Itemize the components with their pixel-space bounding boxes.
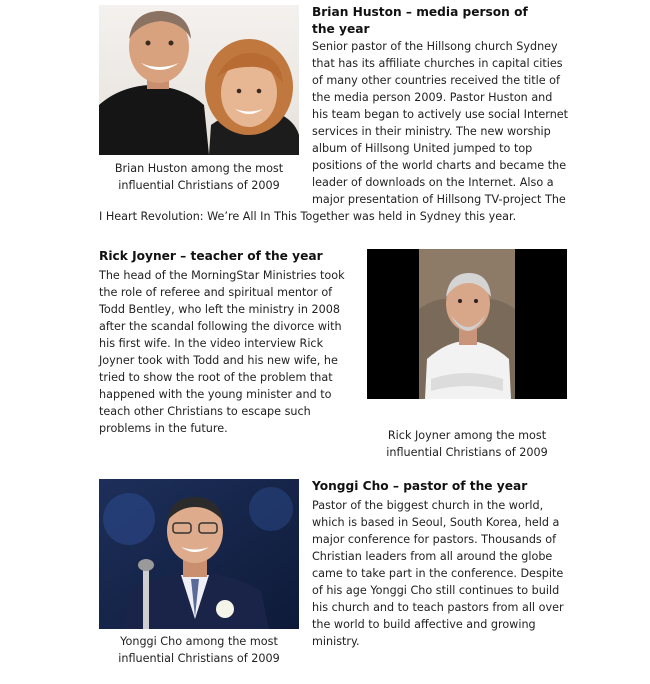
entry-title: Yonggi Cho – pastor of the year [312, 479, 528, 493]
yonggi-cho-caption: Yonggi Cho among the most influential Christians of 2009 [118, 635, 280, 665]
yonggi-cho-photo [99, 479, 299, 629]
rick-joyner-body-wrap [99, 267, 351, 437]
brian-huston-title [312, 4, 546, 38]
entry-title: Brian Huston – media person of the year [312, 5, 528, 36]
yonggi-cho-body: Pastor of the biggest church in the world, which is based in Seoul, South Korea, held a major conference for pastors. Thousands of Christian leaders from all around the globe came to take part in the conference. Despite of his age Yonggi Cho still continues to build his church and to teach pastors from all over the world to build affective and growing ministry. [312, 499, 564, 648]
rick-joyner-photo [367, 249, 567, 399]
brian-huston-body-wrap [99, 38, 571, 225]
yonggi-cho-title [312, 478, 552, 495]
rick-joyner-body: The head of the MorningStar Ministries took the role of referee and spiritual mentor of Todd Bentley, who left the ministry in 2008 after the scandal following the divorce with his first wife. In the video interview Rick Joyner took with Todd and his new wife, he tried to show the root of the problem that happened with the young minister and to teach other Christians to escape such problems in the future. [99, 269, 345, 435]
brian-huston-caption: Brian Huston among the most influential Christians of 2009 [114, 162, 284, 192]
brian-huston-body: Senior pastor of the Hillsong church Sydney that has its affiliate churches in capital cities of many other countries received the title of the media person 2009. Pastor Huston and his team began to actively use social Internet services in their ministry. The new worship album of Hillsong United jumped to top positions of the world charts and became the leader of downloads on the Internet. Also a major presentation of Hillsong TV-project The I Heart Revolution: We’re All In This Together was held in Sydney this year. [99, 40, 569, 223]
yonggi-cho-body-wrap [312, 497, 574, 650]
entry-title: Rick Joyner – teacher of the year [99, 249, 323, 263]
rick-joyner-caption: Rick Joyner among the most influential Christians of 2009 [386, 429, 548, 459]
rick-joyner-title [99, 248, 349, 265]
